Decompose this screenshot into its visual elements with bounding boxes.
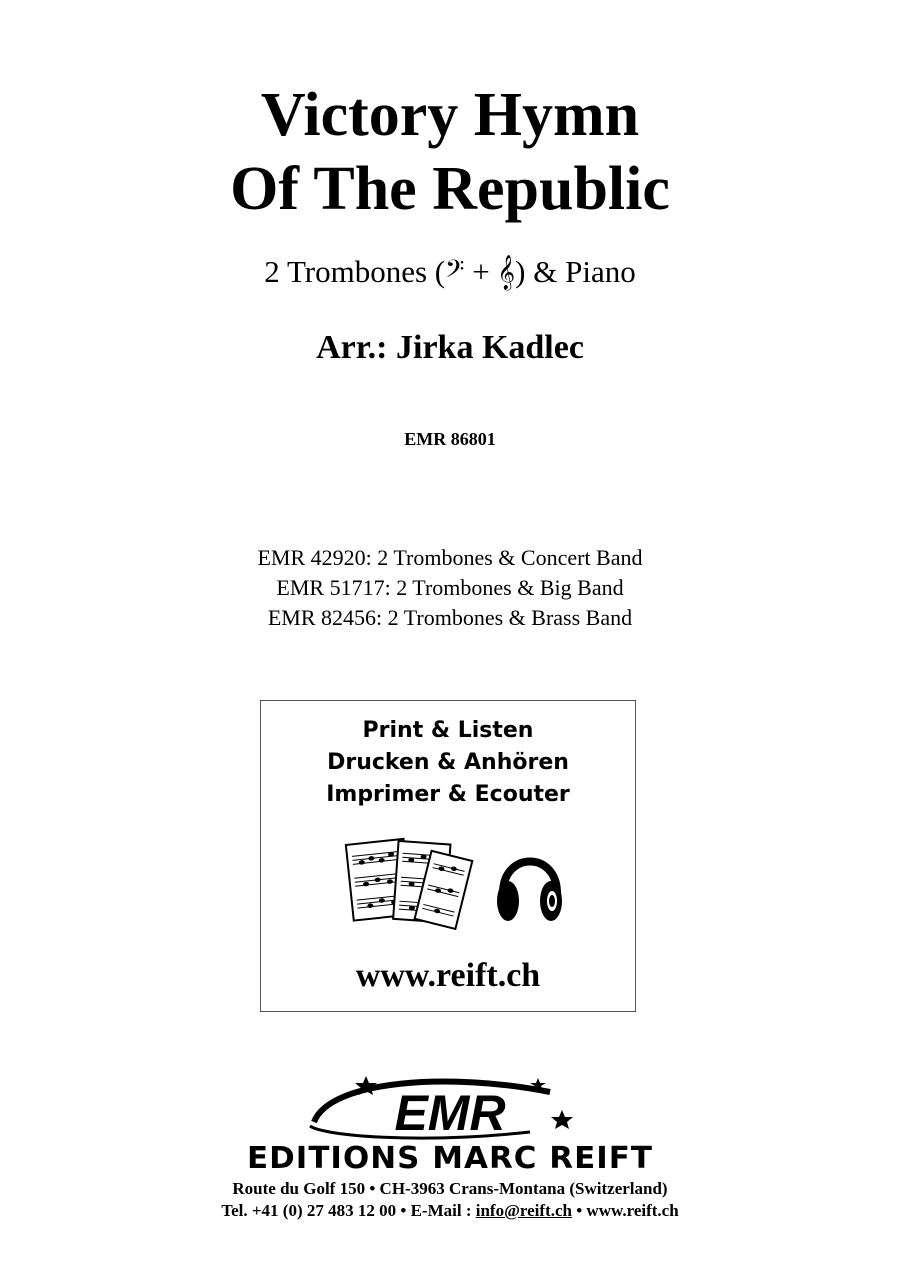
emr-logo [300,1074,600,1144]
sheet-music-icon [346,839,472,929]
promo-text [261,715,635,811]
promo-icons [261,831,635,931]
instrumentation [0,252,900,293]
instrumentation-prefix: 2 Trombones ( [264,254,446,289]
promo-line: Print & Listen [362,718,534,743]
treble-clef-icon: 𝄞 [497,255,516,290]
catalog-number: EMR 86801 [404,429,496,449]
edition-item: EMR 82456: 2 Trombones & Brass Band [267,605,633,630]
arranger: Arr.: Jirka Kadlec [316,329,584,366]
title-line-1: Victory Hymn [260,81,640,149]
logo-text: EMR [394,1085,506,1141]
title-line-2: Of The Republic [230,155,670,223]
contact-suffix: • www.reift.ch [571,1201,679,1220]
contact-prefix: Tel. +41 (0) 27 483 12 00 • E-Mail : [221,1201,476,1220]
emr-logo-svg [300,1074,600,1144]
promo-icons-svg [261,831,637,931]
website-url[interactable]: www.reift.ch [355,957,541,994]
promo-line: Imprimer & Ecouter [326,782,570,807]
star-icon [551,1110,573,1129]
edition-item: EMR 42920: 2 Trombones & Concert Band [257,545,643,570]
other-editions-list [0,543,900,633]
instrumentation-suffix: ) & Piano [515,254,636,289]
publisher-address: Route du Golf 150 • CH-3963 Crans-Montana (Switzerland) [232,1179,668,1198]
edition-item: EMR 51717: 2 Trombones & Big Band [276,575,624,600]
promo-line: Drucken & Anhören [327,750,569,775]
page-title [0,78,900,226]
publisher-contact [0,1200,900,1222]
headphones-icon [497,862,562,922]
bass-clef-icon: 𝄢 [445,255,465,290]
publisher-name: EDITIONS MARC REIFT [246,1141,654,1176]
print-listen-box [260,700,636,1012]
email-link[interactable]: info@reift.ch [475,1201,572,1220]
instrumentation-plus: + [464,254,498,289]
